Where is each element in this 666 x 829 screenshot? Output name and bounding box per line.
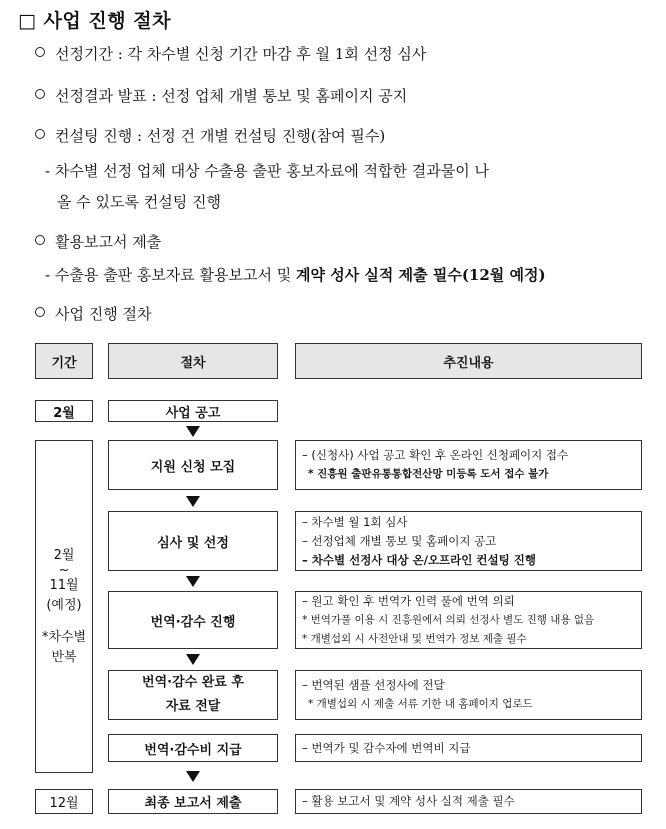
- step-review: 심사 및 선정: [108, 511, 278, 571]
- circle-bullet-icon: [35, 129, 45, 139]
- step-application: 지원 신청 모집: [108, 440, 278, 490]
- section-heading: [18, 6, 171, 33]
- header-procedure: 절차: [108, 343, 278, 379]
- circle-bullet-icon: [35, 235, 45, 245]
- detail-payment: – 번역가 및 감수자에 번역비 지급: [295, 734, 642, 762]
- down-arrow-icon: [186, 771, 200, 782]
- down-arrow-icon: [186, 496, 200, 507]
- detail-translation: – 원고 확인 후 번역가 인력 풀에 번역 의뢰 * 번역가풀 이용 시 진흥원에서 의뢰 선정사 별도 진행 내용 없음 * 개별섭외 시 사전안내 및 번역가 정보 제출 필수: [295, 591, 642, 649]
- header-content: 추진내용: [295, 343, 642, 379]
- list-item: 컨설팅 진행 : 선정 건 개별 컨설팅 진행(참여 필수): [35, 125, 385, 146]
- circle-bullet-icon: [35, 89, 45, 99]
- heading-marker: □: [18, 10, 37, 32]
- list-item: 선정결과 발표 : 선정 업체 개별 통보 및 홈페이지 공지: [35, 85, 407, 106]
- period-start: 2월: [35, 400, 93, 422]
- down-arrow-icon: [186, 426, 200, 437]
- consulting-sub-line2: 올 수 있도록 컨설팅 진행: [57, 193, 221, 211]
- down-arrow-icon: [186, 576, 200, 587]
- step-payment: 번역·감수비 지급: [108, 734, 278, 762]
- consulting-sub-line1: - 차수별 선정 업체 대상 수출용 출판 홍보자료에 적합한 결과물이 나: [45, 162, 489, 180]
- step-delivery: 번역·감수 완료 후 자료 전달: [108, 670, 278, 720]
- detail-application: – (신청사) 사업 공고 확인 후 온라인 신청페이지 접수 * 진흥원 출판유통통합전산망 미등록 도서 접수 불가: [295, 440, 642, 490]
- step-translation: 번역·감수 진행: [108, 591, 278, 649]
- down-arrow-icon: [186, 654, 200, 665]
- circle-bullet-icon: [35, 307, 45, 317]
- list-item: 선정기간 : 각 차수별 신청 기간 마감 후 월 1회 선정 심사: [35, 43, 426, 64]
- detail-delivery: – 번역된 샘플 선정사에 전달 * 개별섭외 시 제출 서류 기한 내 홈페이지 업로드: [295, 670, 642, 720]
- circle-bullet-icon: [35, 47, 45, 57]
- list-item: 활용보고서 제출: [35, 231, 161, 252]
- detail-final-report: – 활용 보고서 및 계약 성사 실적 제출 필수: [295, 789, 642, 814]
- report-sub-bold: 계약 성사 실적 제출 필수(12월 예정): [296, 266, 546, 284]
- heading-text: 사업 진행 절차: [43, 10, 171, 32]
- header-period: 기간: [35, 343, 93, 379]
- list-item: 사업 진행 절차: [35, 303, 151, 324]
- step-final-report: 최종 보고서 제출: [108, 789, 278, 814]
- detail-review: – 차수별 월 1회 심사 – 선정업체 개별 통보 및 홈페이지 공고 – 차수별 선정사 대상 온/오프라인 컨설팅 진행: [295, 511, 642, 571]
- step-announcement: 사업 공고: [108, 400, 278, 422]
- period-range: 2월 ~ 11월 (예정) *차수별 반복: [35, 440, 93, 773]
- report-sub: - 수출용 출판 홍보자료 활용보고서 및 계약 성사 실적 제출 필수(12월 예정): [45, 266, 546, 284]
- period-end: 12월: [35, 789, 93, 814]
